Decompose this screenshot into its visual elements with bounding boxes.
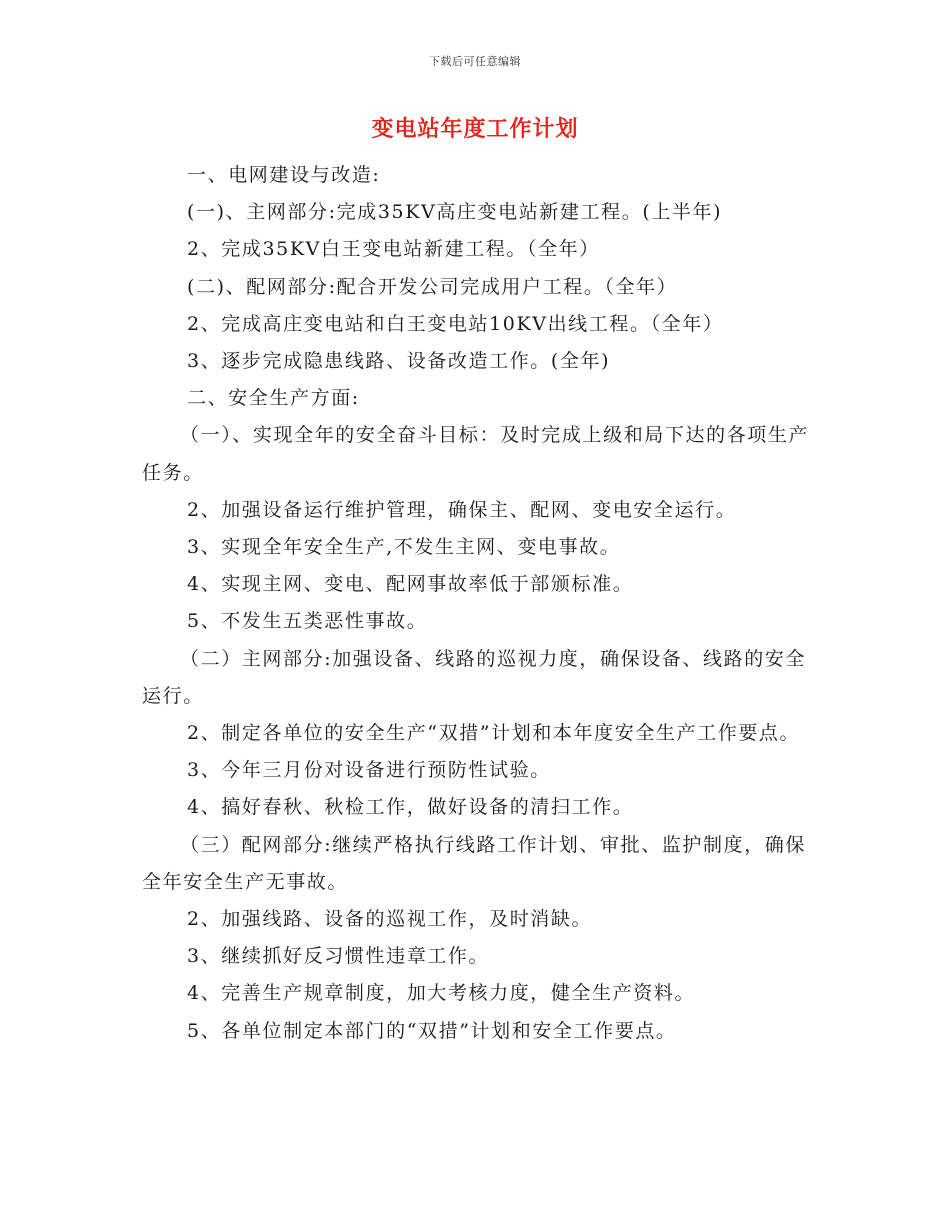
paragraph-main-grid-safety-item-3: 3、今年三月份对设备进行预防性试验。 — [187, 759, 551, 782]
paragraph-distribution-safety-item-4: 4、完善生产规章制度，加大考核力度，健全生产资料。 — [187, 982, 696, 1005]
paragraph-main-grid-safety: （二）主网部分:加强设备、线路的巡视力度，确保设备、线路的安全运行。 — [142, 647, 807, 707]
paragraph-distribution-safety: （三）配网部分:继续严格执行线路工作计划、审批、监护制度，确保全年安全生产无事故。 — [142, 833, 807, 893]
paragraph-main-grid-safety-item-2: 2、制定各单位的安全生产“双措”计划和本年度安全生产工作要点。 — [187, 722, 801, 745]
paragraph-safety-item-5: 5、不发生五类恶性事故。 — [187, 610, 428, 633]
paragraph-distribution-safety-item-2: 2、加强线路、设备的巡视工作，及时消缺。 — [187, 908, 593, 931]
paragraph-distribution-safety-item-3: 3、继续抓好反习惯性违章工作。 — [187, 945, 490, 968]
paragraph-distribution-grid-item-1: (二)、配网部分:配合开发公司完成用户工程。（全年） — [187, 275, 678, 298]
paragraph-distribution-grid-item-2: 2、完成高庄变电站和白王变电站10KV出线工程。（全年） — [187, 312, 724, 335]
page-header-note: 下载后可任意编辑 — [429, 55, 521, 68]
paragraph-safety-item-4: 4、实现主网、变电、配网事故率低于部颁标准。 — [187, 573, 634, 596]
paragraph-safety-goal: （一）、实现全年的安全奋斗目标：及时完成上级和局下达的各项生产任务。 — [142, 424, 810, 484]
paragraph-distribution-grid-item-3: 3、逐步完成隐患线路、设备改造工作。(全年) — [187, 350, 611, 373]
paragraph-main-grid-item-2: 2、完成35KV白王变电站新建工程。（全年） — [187, 238, 600, 261]
paragraph-safety-item-3: 3、实现全年安全生产,不发生主网、变电事故。 — [187, 536, 621, 559]
section-heading-safety-production: 二、安全生产方面: — [187, 387, 360, 410]
section-heading-grid-construction: 一、电网建设与改造: — [187, 164, 381, 186]
paragraph-safety-item-2: 2、加强设备运行维护管理，确保主、配网、变电安全运行。 — [187, 498, 737, 521]
paragraph-distribution-safety-item-5: 5、各单位制定本部门的“双措”计划和安全工作要点。 — [187, 1019, 677, 1042]
paragraph-main-grid-item-1: (一)、主网部分:完成35KV高庄变电站新建工程。(上半年) — [187, 201, 723, 224]
document-title: 变电站年度工作计划 — [371, 116, 579, 142]
paragraph-main-grid-safety-item-4: 4、搞好春秋、秋检工作，做好设备的清扫工作。 — [187, 796, 634, 819]
document-body — [142, 157, 810, 1050]
